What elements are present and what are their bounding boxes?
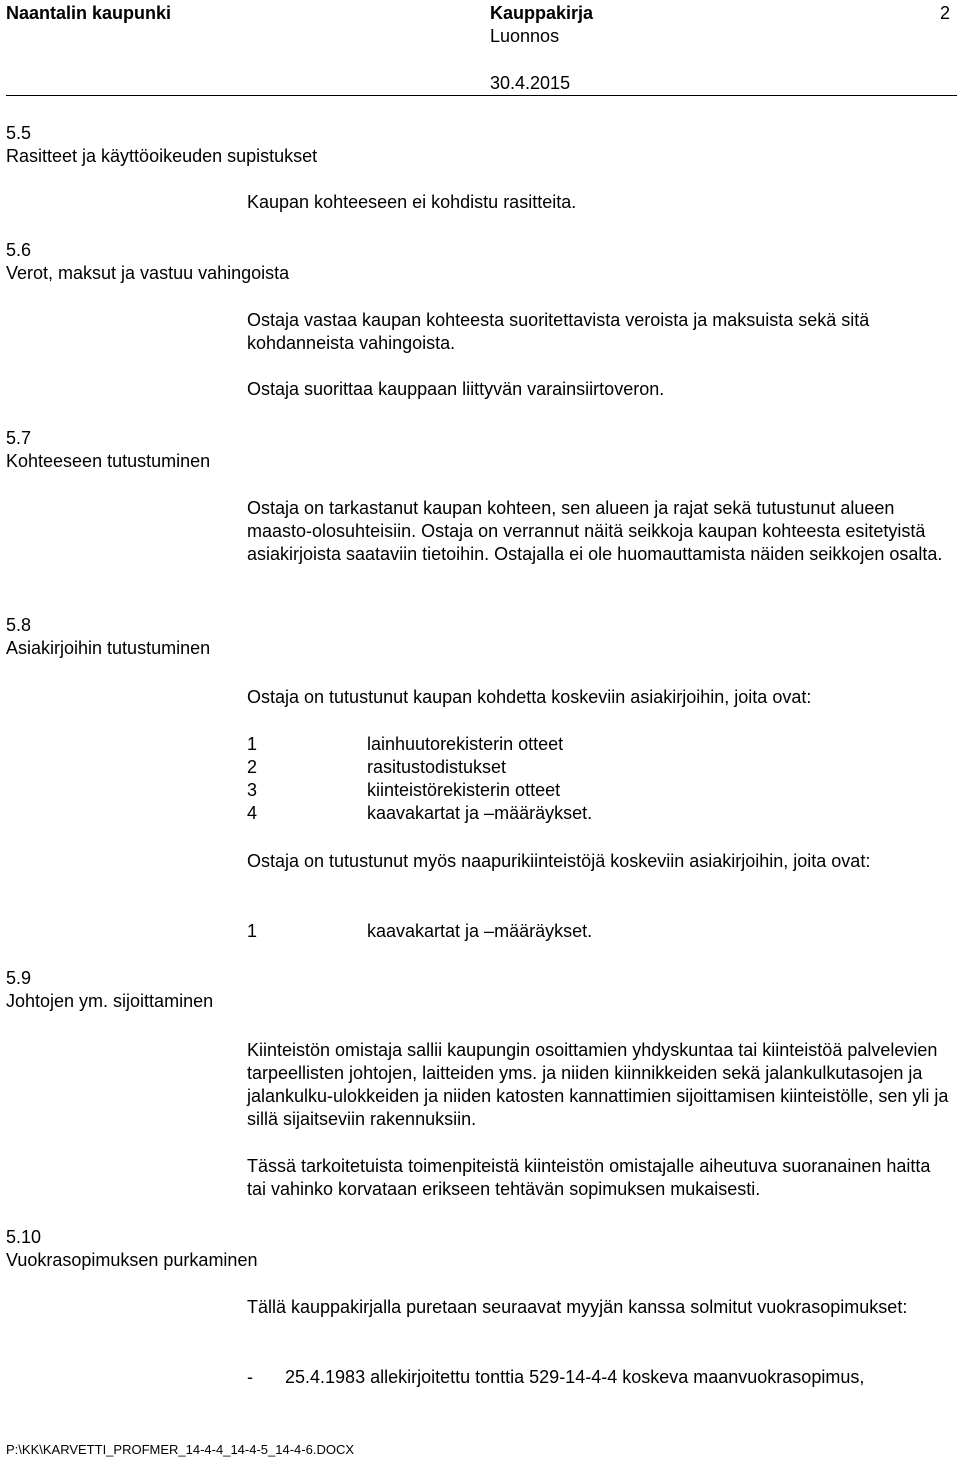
section-number-5-6: 5.6 (6, 240, 32, 260)
section-5-10-paragraph: Tällä kauppakirjalla puretaan seuraavat myyjän kanssa solmitut vuokrasopimukset: (247, 1297, 908, 1317)
document-list-text: kaavakartat ja –määräykset. (367, 921, 593, 941)
section-title-5-10: Vuokrasopimuksen purkaminen (6, 1250, 258, 1270)
header-organization: Naantalin kaupunki (6, 3, 172, 23)
section-5-6-paragraph-1: Ostaja vastaa kaupan kohteesta suoritettavista veroista ja maksuista sekä sitä kohdanneista vahingoista. (247, 310, 870, 353)
header-divider (6, 95, 957, 96)
document-list-number: 1 (247, 921, 258, 941)
document-list-text: kiinteistörekisterin otteet (367, 780, 561, 800)
section-5-9-paragraph-1: Kiinteistön omistaja sallii kaupungin osoittamien yhdyskuntaa tai kiinteistöä palvelevien tarpeellisten johtojen, laitteiden yms. ja niiden kiinnikkeiden sekä jalankulkutasojen ja jalankulku-ulokkeiden ja niiden katosten kannattimien sijoittamisen kiinteistölle, sen yli ja sillä sijaitseviin rakennuksiin. (247, 1040, 949, 1129)
section-number-5-5: 5.5 (6, 123, 32, 143)
section-5-8-neighbor-intro: Ostaja on tutustunut myös naapurikiinteistöjä koskeviin asiakirjoihin, joita ovat: (247, 851, 871, 871)
lease-list-text: 25.4.1983 allekirjoitettu tonttia 529-14-4-4 koskeva maanvuokrasopimus, (285, 1367, 865, 1387)
lease-list-item (247, 1366, 952, 1389)
header-date: 30.4.2015 (490, 73, 571, 93)
document-list-number: 4 (247, 803, 258, 823)
section-5-9-paragraph-2: Tässä tarkoitetuista toimenpiteistä kiinteistön omistajalle aiheutuva suoranainen haitta tai vahinko korvataan erikseen tehtävän sopimuksen mukaisesti. (247, 1156, 931, 1199)
section-number-5-9: 5.9 (6, 968, 32, 988)
footer-file-path: P:\KK\KARVETTI_PROFMER_14-4-4_14-4-5_14-4-6.DOCX (6, 1442, 355, 1457)
document-list-text: rasitustodistukset (367, 757, 507, 777)
section-title-5-7: Kohteeseen tutustuminen (6, 451, 211, 471)
document-list-number: 2 (247, 757, 258, 777)
section-title-5-6: Verot, maksut ja vastuu vahingoista (6, 263, 290, 283)
section-number-5-8: 5.8 (6, 615, 32, 635)
document-list-text: lainhuutorekisterin otteet (367, 734, 564, 754)
header-page-number: 2 (940, 3, 951, 23)
section-5-8-intro: Ostaja on tutustunut kaupan kohdetta koskeviin asiakirjoihin, joita ovat: (247, 687, 812, 707)
section-5-7-paragraph: Ostaja on tarkastanut kaupan kohteen, sen alueen ja rajat sekä tutustunut alueen maasto-olosuhteisiin. Ostaja on verrannut näitä seikkoja kaupan kohteesta esitetyistä asiakirjoista saataviin tietoihin. Ostajalla ei ole huomauttamista näiden seikkojen osalta. (247, 498, 943, 564)
section-number-5-10: 5.10 (6, 1227, 42, 1247)
document-list-number: 3 (247, 780, 258, 800)
document-list-text: kaavakartat ja –määräykset. (367, 803, 593, 823)
document-list-number: 1 (247, 734, 258, 754)
header-doc-title: Kauppakirja (490, 3, 594, 23)
section-5-5-paragraph: Kaupan kohteeseen ei kohdistu rasitteita. (247, 192, 577, 212)
lease-list-dash: - (247, 1367, 253, 1387)
header-status: Luonnos (490, 26, 560, 46)
section-title-5-8: Asiakirjoihin tutustuminen (6, 638, 211, 658)
section-title-5-5: Rasitteet ja käyttöoikeuden supistukset (6, 146, 318, 166)
section-5-6-paragraph-2: Ostaja suorittaa kauppaan liittyvän varainsiirtoveron. (247, 379, 665, 399)
section-title-5-9: Johtojen ym. sijoittaminen (6, 991, 214, 1011)
section-number-5-7: 5.7 (6, 428, 32, 448)
